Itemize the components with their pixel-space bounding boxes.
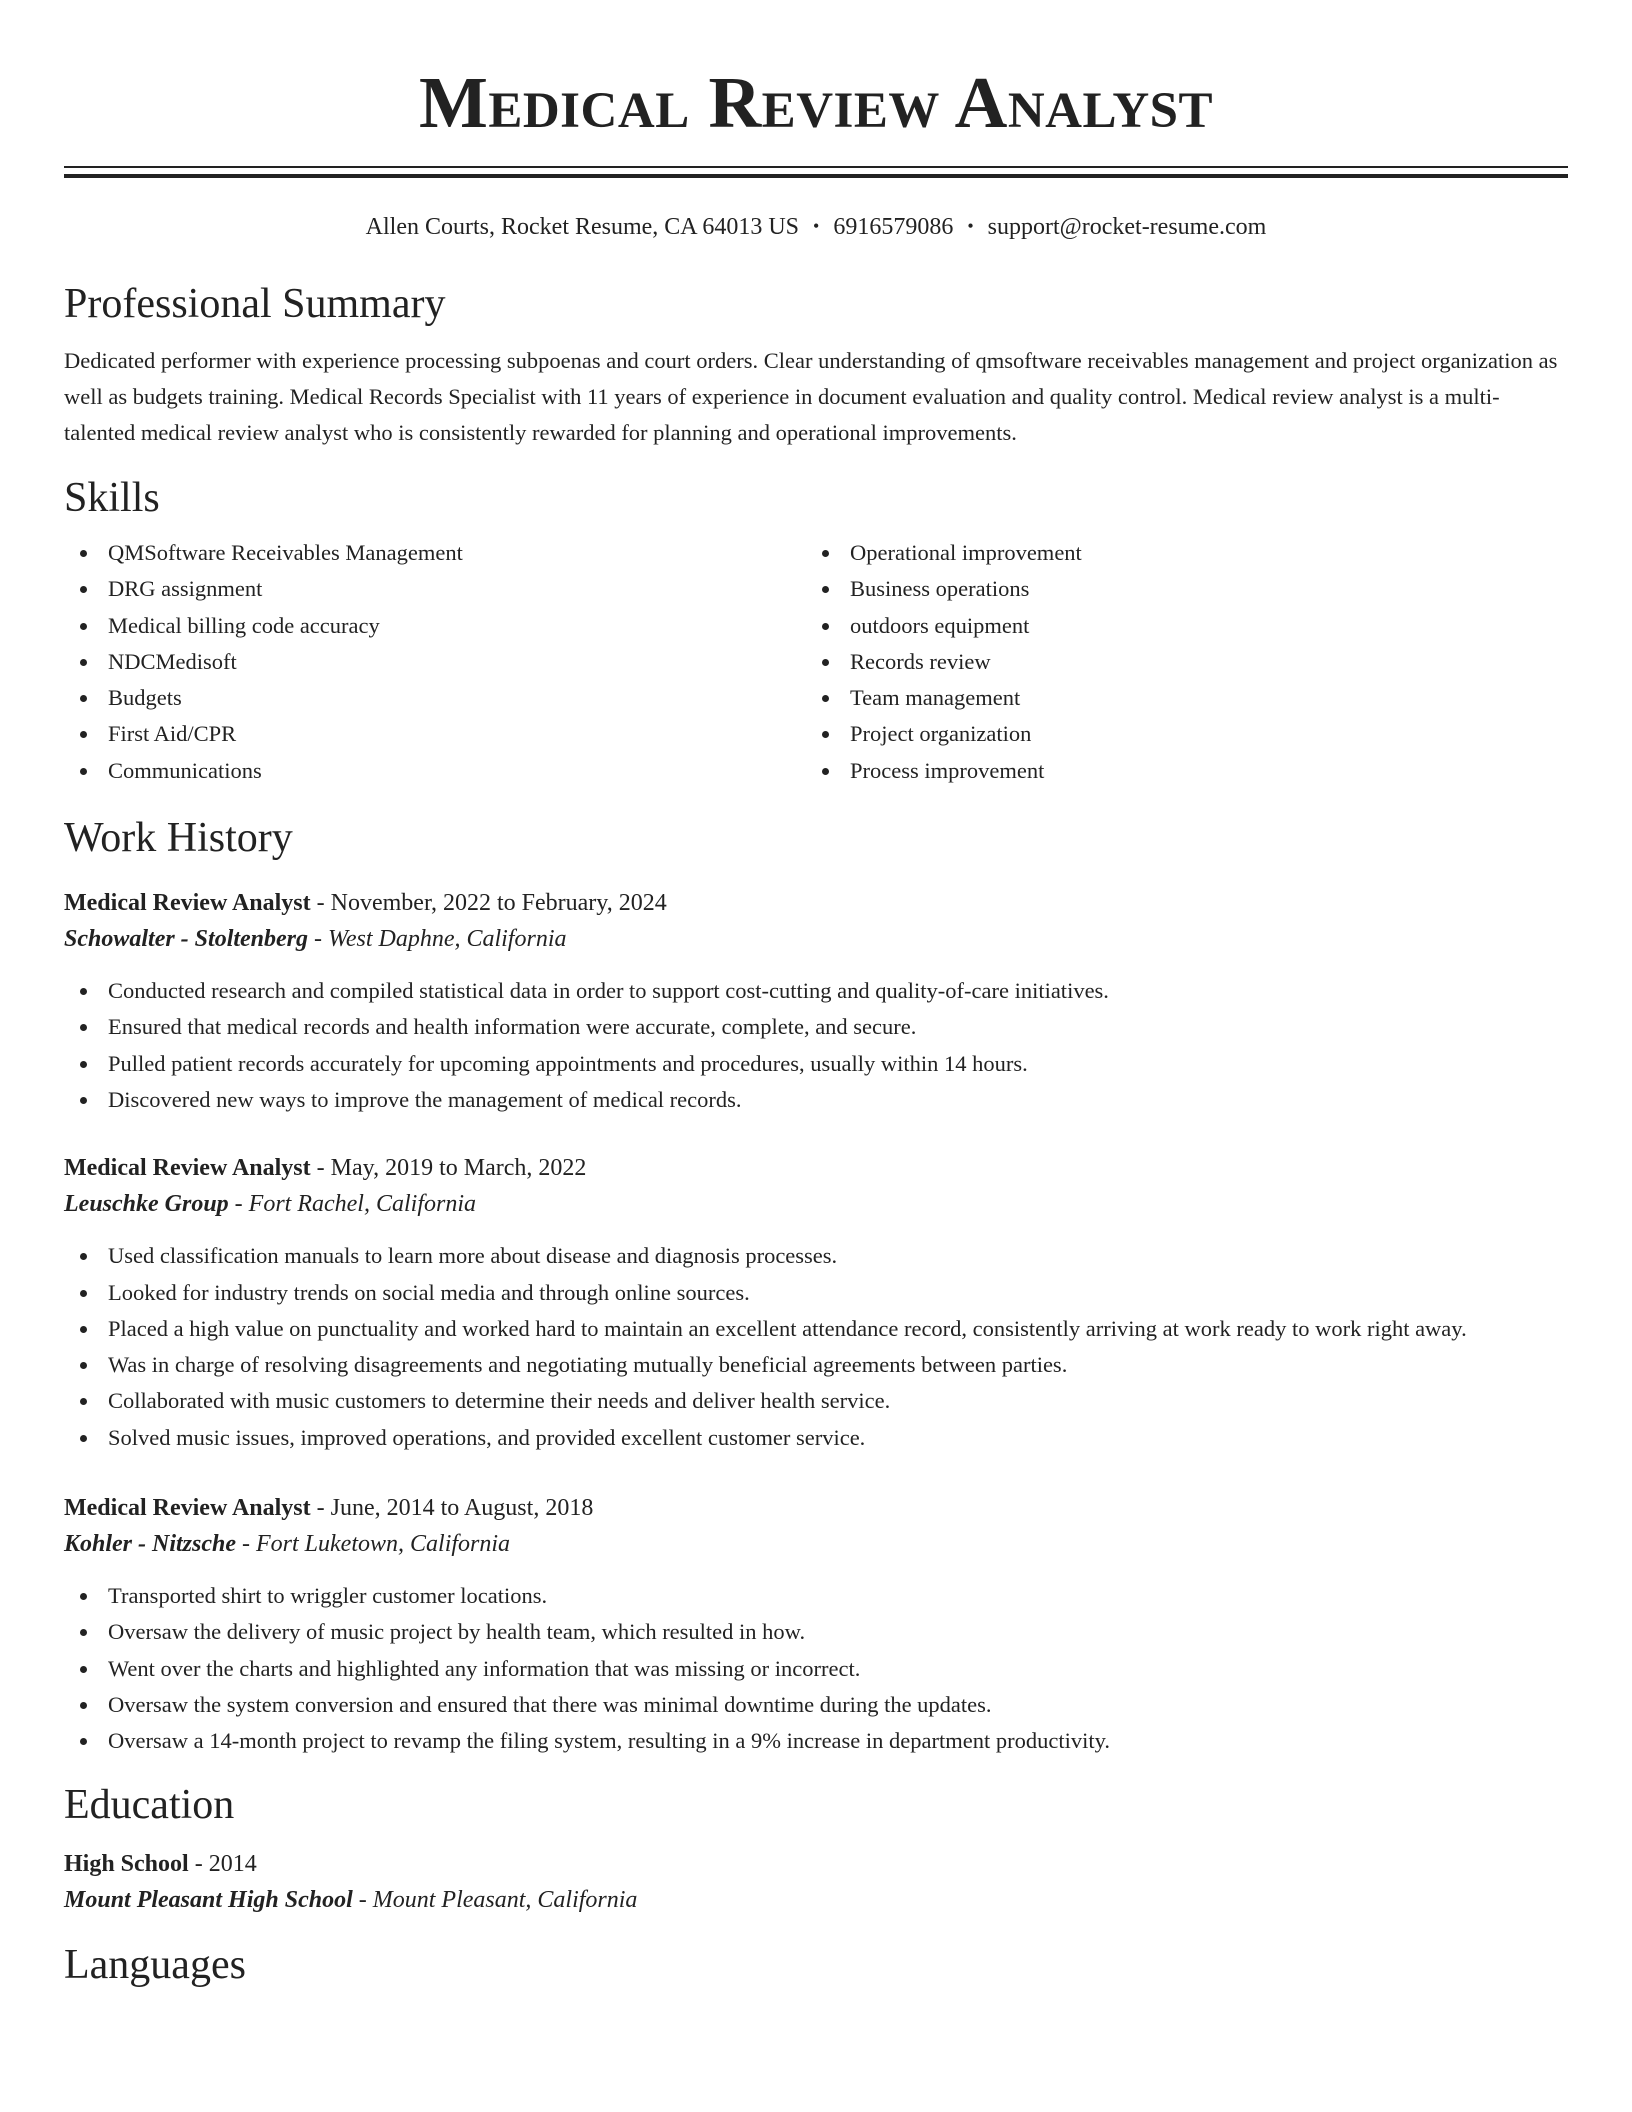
education-location: Mount Pleasant, California	[372, 1886, 638, 1913]
skill-item: Records review	[806, 644, 1548, 680]
skill-item: Operational improvement	[806, 535, 1548, 571]
dash-separator: -	[228, 1191, 249, 1218]
job-bullet: Discovered new ways to improve the management of medical records.	[64, 1082, 1568, 1118]
header-divider-thick	[64, 174, 1568, 178]
job-company-line	[64, 1186, 1568, 1222]
job-bullet: Pulled patient records accurately for upcoming appointments and procedures, usually within 14 hours.	[64, 1046, 1568, 1082]
education-school-line	[64, 1882, 1568, 1918]
skills-column-left	[64, 535, 806, 789]
skill-item: outdoors equipment	[806, 608, 1548, 644]
contact-separator: •	[967, 216, 974, 236]
skill-item: Business operations	[806, 571, 1548, 607]
job-title-line	[64, 1490, 1568, 1526]
work-history-heading: Work History	[64, 815, 293, 862]
skill-item: Process improvement	[806, 753, 1548, 789]
job-bullet: Oversaw the delivery of music project by health team, which resulted in how.	[64, 1614, 1568, 1650]
job-bullet: Was in charge of resolving disagreements and negotiating mutually beneficial agreements between parties.	[64, 1347, 1568, 1383]
skills-heading: Skills	[64, 475, 160, 521]
skill-item: QMSoftware Receivables Management	[64, 535, 806, 571]
job-bullet: Collaborated with music customers to determine their needs and deliver health service.	[64, 1383, 1568, 1419]
skill-item: Medical billing code accuracy	[64, 608, 806, 644]
job-bullet: Oversaw the system conversion and ensured that there was minimal downtime during the updates.	[64, 1687, 1568, 1723]
contact-address: Allen Courts, Rocket Resume, CA 64013 US	[365, 214, 799, 240]
resume-page	[64, 0, 1568, 1990]
header-divider-thin	[64, 166, 1568, 168]
summary-heading: Professional Summary	[64, 281, 446, 327]
skill-item: Communications	[64, 753, 806, 789]
job-bullet: Placed a high value on punctuality and worked hard to maintain an excellent attendance record, consistently arriving at work ready to work right away.	[64, 1311, 1568, 1347]
dash-separator: -	[310, 1495, 331, 1522]
job-location: Fort Luketown, California	[256, 1531, 511, 1558]
skill-item: Team management	[806, 680, 1548, 716]
job-role: Medical Review Analyst	[64, 1155, 311, 1182]
job-company-line	[64, 921, 1568, 957]
job-bullet: Looked for industry trends on social media and through online sources.	[64, 1275, 1568, 1311]
education-school: Mount Pleasant High School	[64, 1886, 353, 1913]
education-year: 2014	[208, 1850, 257, 1877]
resume-name-heading: Medical Review Analyst	[418, 62, 1214, 143]
job-title-line	[64, 1150, 1568, 1186]
job-bullet: Solved music issues, improved operations, and provided excellent customer service.	[64, 1420, 1568, 1456]
job-bullets	[64, 1238, 1568, 1456]
skill-item: NDCMedisoft	[64, 644, 806, 680]
dash-separator: -	[310, 890, 331, 917]
job-bullet: Conducted research and compiled statistical data in order to support cost-cutting and quality-of-care initiatives.	[64, 973, 1568, 1009]
contact-separator: •	[813, 216, 820, 236]
job-company: Leuschke Group	[64, 1191, 229, 1218]
job-role: Medical Review Analyst	[64, 890, 311, 917]
job-bullet: Oversaw a 14-month project to revamp the filing system, resulting in a 9% increase in department productivity.	[64, 1723, 1568, 1759]
job-bullet: Transported shirt to wriggler customer locations.	[64, 1578, 1568, 1614]
job-location: West Daphne, California	[328, 926, 567, 953]
dash-separator: -	[308, 926, 329, 953]
job-bullet: Ensured that medical records and health information were accurate, complete, and secure.	[64, 1009, 1568, 1045]
skill-item: First Aid/CPR	[64, 716, 806, 752]
education-degree-line	[64, 1846, 1568, 1882]
contact-phone: 6916579086	[833, 214, 954, 240]
skill-item: Project organization	[806, 716, 1548, 752]
dash-separator: -	[188, 1850, 209, 1877]
job-bullet: Used classification manuals to learn more about disease and diagnosis processes.	[64, 1238, 1568, 1274]
job-title-line	[64, 885, 1568, 921]
job-dates: May, 2019 to March, 2022	[330, 1155, 587, 1182]
job-dates: June, 2014 to August, 2018	[330, 1495, 594, 1522]
skills-column-right	[806, 535, 1548, 789]
summary-text: Dedicated performer with experience processing subpoenas and court orders. Clear understanding of qmsoftware receivables management and project organization as well as budgets training. Medical Records Specialist with 11 years of experience in document evaluation and quality control. Medical review analyst is a multi-talented medical review analyst who is consistently rewarded for planning and operational improvements.	[64, 348, 1558, 445]
job-bullets	[64, 1578, 1568, 1759]
contact-email: support@rocket-resume.com	[987, 214, 1267, 240]
skill-item: Budgets	[64, 680, 806, 716]
job-location: Fort Rachel, California	[248, 1191, 476, 1218]
dash-separator: -	[352, 1886, 373, 1913]
job-role: Medical Review Analyst	[64, 1495, 311, 1522]
dash-separator: -	[310, 1155, 331, 1182]
job-dates: November, 2022 to February, 2024	[330, 890, 667, 917]
job-bullets	[64, 973, 1568, 1118]
languages-heading: Languages	[64, 1941, 246, 1988]
job-company: Kohler - Nitzsche	[64, 1531, 237, 1558]
dash-separator: -	[236, 1531, 257, 1558]
skills-grid	[64, 535, 1568, 789]
job-bullet: Went over the charts and highlighted any information that was missing or incorrect.	[64, 1651, 1568, 1687]
job-company: Schowalter - Stoltenberg	[64, 926, 309, 953]
job-company-line	[64, 1526, 1568, 1562]
education-heading: Education	[64, 1781, 235, 1828]
contact-line	[64, 210, 1568, 243]
education-degree: High School	[64, 1850, 189, 1877]
skill-item: DRG assignment	[64, 571, 806, 607]
